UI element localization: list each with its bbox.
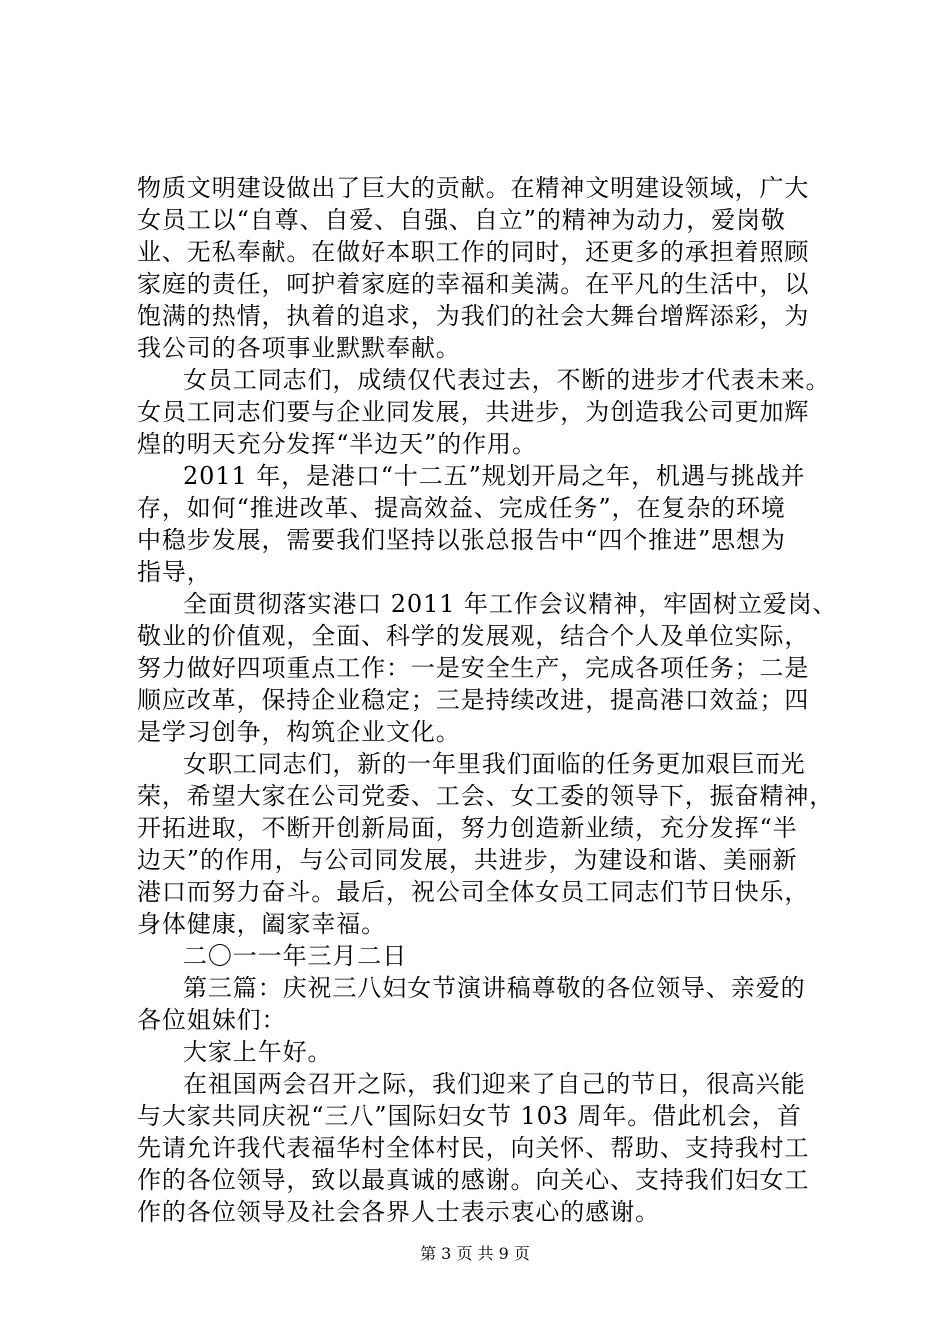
- paragraph-start-line: 2011 年，是港口“十二五”规划开局之年，机遇与挑战并: [183, 462, 806, 490]
- text-line: 指导，: [137, 558, 212, 586]
- text-line: 家庭的责任，呵护着家庭的幸福和美满。在平凡的生活中，以: [137, 270, 810, 298]
- text-line: 顺应改革，保持企业稳定；三是持续改进，提高港口效益；四: [137, 686, 810, 714]
- text-line: 物质文明建设做出了巨大的贡献。在精神文明建设领域，广大: [137, 174, 810, 202]
- text-line: 开拓进取，不断开创新局面，努力创造新业绩，充分发挥“半: [137, 814, 798, 842]
- text-line: 各位姐妹们：: [137, 1006, 287, 1034]
- text-line: 作的各位领导，致以最真诚的感谢。向关心、支持我们妇女工: [137, 1166, 810, 1194]
- text-line: 作的各位领导及社会各界人士表示衷心的感谢。: [137, 1198, 660, 1226]
- text-line: 努力做好四项重点工作：一是安全生产，完成各项任务；二是: [137, 654, 810, 682]
- text-line: 港口而努力奋斗。最后，祝公司全体女员工同志们节日快乐，: [137, 878, 810, 906]
- text-line: 荣，希望大家在公司党委、工会、女工委的领导下，振奋精神，: [137, 782, 835, 810]
- greeting-line: 大家上午好。: [183, 1038, 333, 1066]
- text-line: 女员工以“自尊、自爱、自强、自立”的精神为动力，爱岗敬: [137, 206, 786, 234]
- text-line: 业、无私奉献。在做好本职工作的同时，还更多的承担着照顾: [137, 238, 810, 266]
- paragraph-start-line: 全面贯彻落实港口 2011 年工作会议精神，牢固树立爱岗、: [183, 590, 838, 618]
- text-line: 身体健康，阖家幸福。: [137, 910, 386, 938]
- text-line: 与大家共同庆祝“三八”国际妇女节 103 周年。借此机会，首: [137, 1102, 802, 1130]
- text-line: 边天”的作用，与公司同发展，共进步，为建设和谐、美丽新: [137, 846, 798, 874]
- text-line: 饱满的热情，执着的追求，为我们的社会大舞台增辉添彩，为: [137, 302, 810, 330]
- text-line: 是学习创争，构筑企业文化。: [137, 718, 461, 746]
- text-line: 中稳步发展，需要我们坚持以张总报告中“四个推进”思想为: [137, 526, 786, 554]
- text-line: 女员工同志们要与企业同发展，共进步，为创造我公司更加辉: [137, 398, 810, 426]
- paragraph-start-line: 女职工同志们，新的一年里我们面临的任务更加艰巨而光: [183, 750, 806, 778]
- text-line: 存，如何“推进改革、提高效益、完成任务”，在复杂的环境: [137, 494, 786, 522]
- section-heading-line: 第三篇：庆祝三八妇女节演讲稿尊敬的各位领导、亲爱的: [183, 974, 806, 1002]
- text-line: 我公司的各项事业默默奉献。: [137, 334, 461, 362]
- date-line: 二〇一一年三月二日: [183, 942, 408, 970]
- page-number-footer: 第 3 页 共 9 页: [420, 1244, 530, 1263]
- text-line: 敬业的价值观，全面、科学的发展观，结合个人及单位实际，: [137, 622, 810, 650]
- text-line: 煌的明天充分发挥“半边天”的作用。: [137, 430, 537, 458]
- body-text: [137, 172, 837, 1228]
- text-line: 先请允许我代表福华村全体村民，向关怀、帮助、支持我村工: [137, 1134, 810, 1162]
- paragraph-start-line: 在祖国两会召开之际，我们迎来了自己的节日，很高兴能: [183, 1070, 806, 1098]
- paragraph-start-line: 女员工同志们，成绩仅代表过去，不断的进步才代表未来。: [183, 366, 831, 394]
